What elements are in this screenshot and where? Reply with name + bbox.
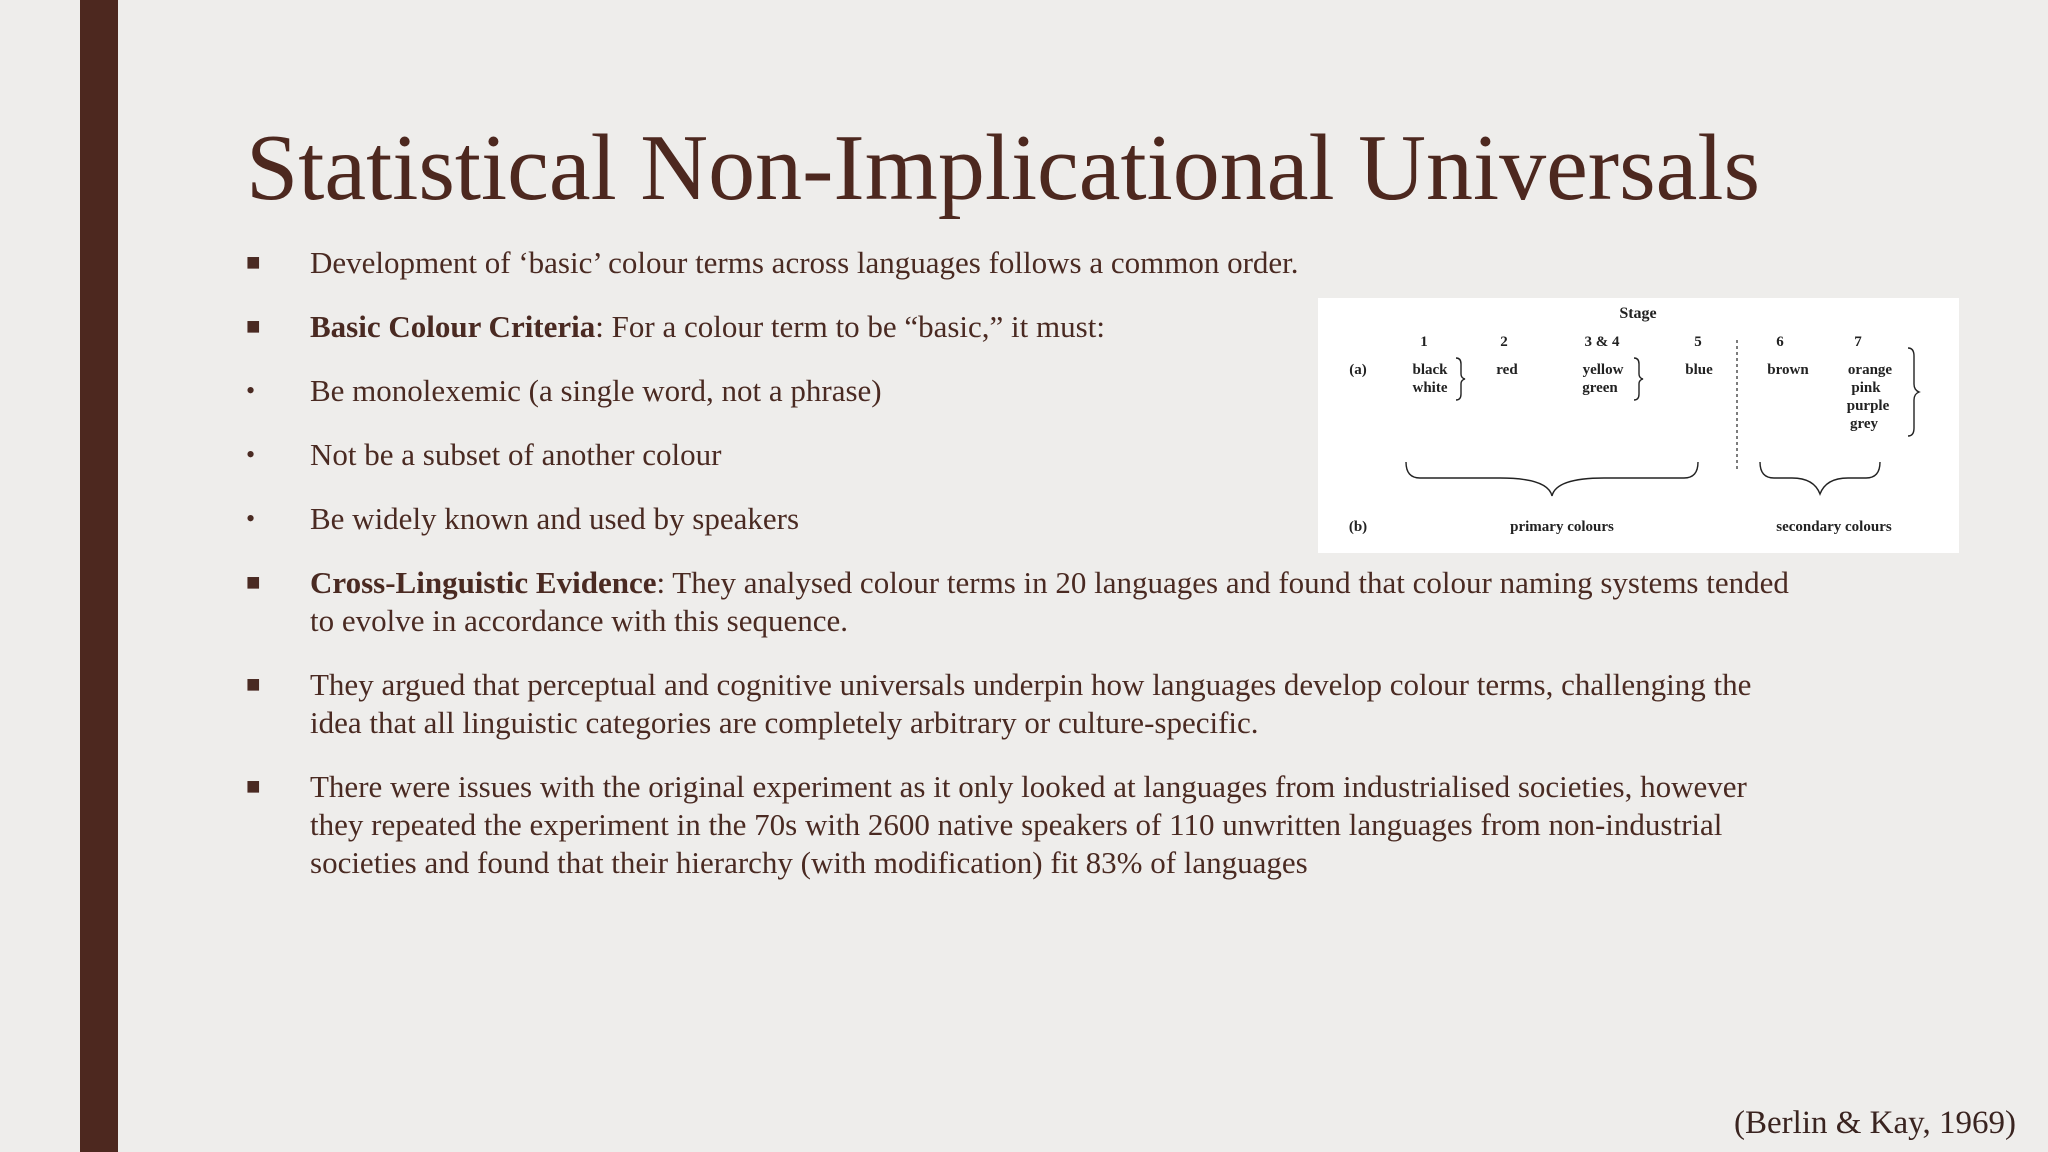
bullet-item xyxy=(246,244,1746,282)
bullet-item xyxy=(246,564,1790,640)
dot-bullet-icon: • xyxy=(246,376,256,405)
colour-term: purple xyxy=(1846,398,1890,414)
stage-number: 6 xyxy=(1776,334,1784,350)
bullet-text: There were issues with the original experiment as it only looked at languages from industrialised societies, however they repeated the experiment in the 70s with 2600 native speakers of 110 unwritten languages from non-industrial societies and found that their hierarchy (with modification) fit 83% of languages xyxy=(310,769,1747,880)
bullet-item xyxy=(246,768,1790,882)
bullet-bold-text: Cross-Linguistic Evidence xyxy=(310,565,657,600)
square-bullet-icon: ■ xyxy=(246,250,261,276)
stage-number: 3 & 4 xyxy=(1584,334,1620,350)
colour-term: red xyxy=(1496,362,1518,378)
row-a-label: (a) xyxy=(1349,362,1367,378)
colour-term: orange xyxy=(1847,362,1893,378)
colour-term: green xyxy=(1582,380,1618,396)
stage-number: 7 xyxy=(1854,334,1862,350)
stage-number: 2 xyxy=(1500,334,1508,350)
bullet-text: Be widely known and used by speakers xyxy=(310,501,800,536)
colour-term: yellow xyxy=(1582,362,1624,378)
colour-term: black xyxy=(1412,362,1448,378)
bullet-text: Not be a subset of another colour xyxy=(310,437,722,472)
dot-bullet-icon: • xyxy=(246,504,256,533)
colour-stage-figure xyxy=(1318,298,1959,553)
colour-term: grey xyxy=(1849,416,1879,432)
secondary-colours-brace xyxy=(1760,462,1880,494)
dot-bullet-icon: • xyxy=(246,440,256,469)
bullet-text: : They analysed colour terms in 20 languages and found that colour naming systems tended to evolve in accordance with this sequence. xyxy=(310,565,1789,638)
figure-heading: Stage xyxy=(1619,305,1657,322)
bullet-item xyxy=(246,666,1790,742)
left-accent-bar xyxy=(80,0,118,1152)
primary-colours-label: primary colours xyxy=(1510,519,1614,535)
bullet-text: Development of ‘basic’ colour terms across languages follows a common order. xyxy=(310,245,1299,280)
bullet-text: Be monolexemic (a single word, not a phrase) xyxy=(310,373,882,408)
colour-stage-diagram xyxy=(1318,298,1959,553)
square-bullet-icon: ■ xyxy=(246,314,261,340)
stage-number: 5 xyxy=(1694,334,1702,350)
square-bullet-icon: ■ xyxy=(246,672,261,698)
colour-term: pink xyxy=(1851,380,1881,396)
stage-number: 1 xyxy=(1420,334,1428,350)
slide-title: Statistical Non-Implicational Universals xyxy=(246,116,1761,220)
citation: (Berlin & Kay, 1969) xyxy=(1734,1105,2016,1141)
square-bullet-icon: ■ xyxy=(246,570,261,596)
bullet-bold-text: Basic Colour Criteria xyxy=(310,309,596,344)
row-b-label: (b) xyxy=(1348,519,1368,535)
bullet-text: They argued that perceptual and cognitive universals underpin how languages develop colour terms, challenging the idea that all linguistic categories are completely arbitrary or culture-specific. xyxy=(310,667,1752,740)
brace-stage34 xyxy=(1634,358,1643,400)
brace-stage7 xyxy=(1908,348,1919,436)
brace-stage1 xyxy=(1456,358,1465,400)
primary-colours-brace xyxy=(1406,462,1698,496)
colour-term: white xyxy=(1412,380,1448,396)
square-bullet-icon: ■ xyxy=(246,774,261,800)
bullet-text: : For a colour term to be “basic,” it must: xyxy=(595,309,1105,344)
colour-term: brown xyxy=(1767,362,1809,378)
colour-term: blue xyxy=(1685,362,1713,378)
secondary-colours-label: secondary colours xyxy=(1776,519,1892,535)
